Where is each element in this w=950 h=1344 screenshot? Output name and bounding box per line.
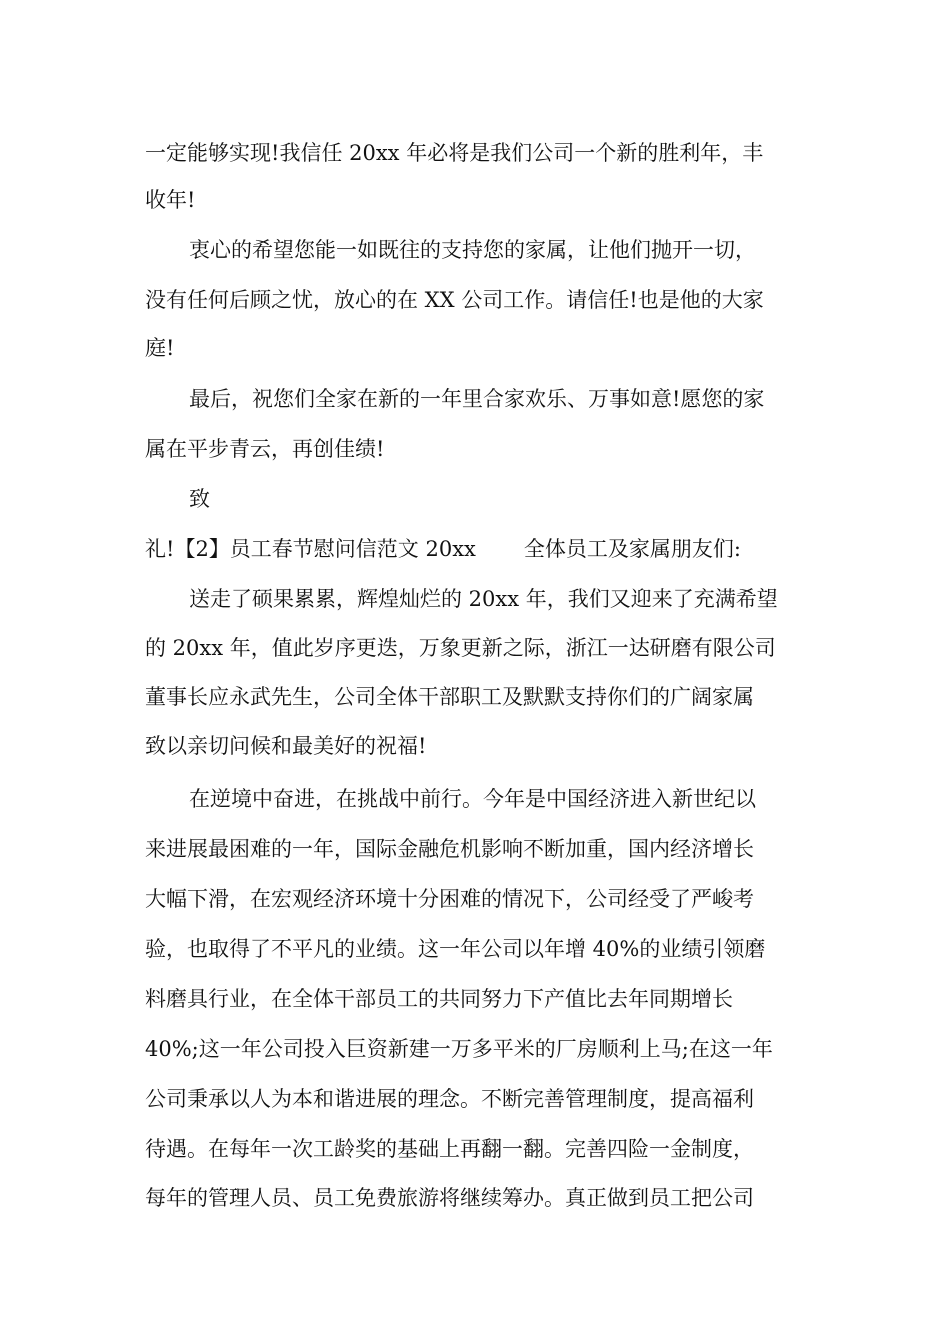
text-line: 没有任何后顾之忧，放心的在 XX 公司工作。请信任!也是他的大家 [145, 288, 764, 312]
text-line: 料磨具行业，在全体干部员工的共同努力下产值比去年同期增长 [145, 987, 733, 1011]
text-line: 属在平步青云，再创佳绩! [145, 437, 385, 461]
text-line: 来进展最困难的一年，国际金融危机影响不断加重，国内经济增长 [145, 837, 754, 861]
text-line: 的 20xx 年，值此岁序更迭，万象更新之际，浙江一达研磨有限公司 [145, 636, 776, 660]
text-line: 致以亲切问候和最美好的祝福! [145, 734, 427, 758]
paragraph-start-line: 衷心的希望您能一如既往的支持您的家属，让他们抛开一切， [189, 238, 756, 262]
paragraph-start-line: 送走了硕果累累，辉煌灿烂的 20xx 年，我们又迎来了充满希望 [189, 587, 778, 611]
paragraph-start-line: 在逆境中奋进，在挑战中前行。今年是中国经济进入新世纪以 [189, 787, 756, 811]
greeting: 全体员工及家属朋友们: [523, 537, 741, 561]
text-line: 待遇。在每年一次工龄奖的基础上再翻一翻。完善四险一金制度， [145, 1137, 754, 1161]
section-heading: 礼!【2】员工春节慰问信范文 20xx [145, 537, 476, 561]
text-line: 验，也取得了不平凡的业绩。这一年公司以年增 40%的业绩引领磨 [145, 937, 766, 961]
text-line: 一定能够实现!我信任 20xx 年必将是我们公司一个新的胜利年，丰 [145, 141, 764, 165]
text-line: 庭! [145, 336, 175, 360]
text-line: 公司秉承以人为本和谐进展的理念。不断完善管理制度，提高福利 [145, 1087, 754, 1111]
text-line: 每年的管理人员、员工免费旅游将继续筹办。真正做到员工把公司 [145, 1186, 754, 1210]
text-line: 董事长应永武先生，公司全体干部职工及默默支持你们的广阔家属 [145, 685, 754, 709]
text-line: 大幅下滑，在宏观经济环境十分困难的情况下，公司经受了严峻考 [145, 887, 754, 911]
closing-salutation: 致 [189, 487, 210, 511]
paragraph-start-line: 最后，祝您们全家在新的一年里合家欢乐、万事如意!愿您的家 [189, 387, 765, 411]
text-line: 40%;这一年公司投入巨资新建一万多平米的厂房顺利上马;在这一年 [145, 1037, 773, 1061]
heading-line [145, 529, 815, 569]
text-line: 收年! [145, 188, 196, 212]
